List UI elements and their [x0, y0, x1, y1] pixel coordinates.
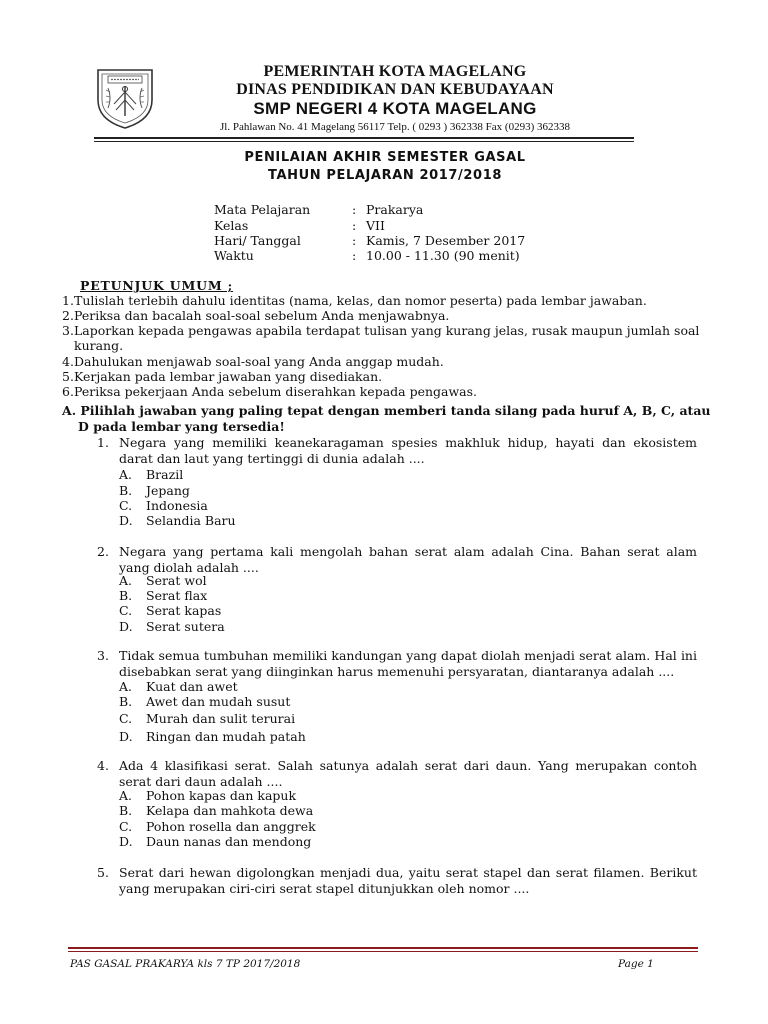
- instruction-text: Tulislah terlebih dahulu identitas (nama, kelas, dan nomor peserta) pada lembar jawaban.: [74, 293, 647, 308]
- info-colon: :: [352, 233, 357, 248]
- info-label: Mata Pelajaran: [214, 202, 311, 217]
- option-letter: D.: [119, 834, 133, 849]
- header-department: DINAS PENDIDIKAN DAN KEBUDAYAAN: [236, 81, 554, 98]
- header-government: PEMERINTAH KOTA MAGELANG: [263, 63, 527, 80]
- info-value: 10.00 - 11.30 (90 menit): [366, 248, 520, 263]
- header-divider: [94, 137, 634, 139]
- footer-divider: [68, 947, 698, 949]
- question-number: 5.: [97, 865, 109, 880]
- instruction-text: kurang.: [74, 338, 124, 353]
- option-letter: B.: [119, 694, 133, 709]
- instruction-text: Dahulukan menjawab soal-soal yang Anda anggap mudah.: [74, 354, 444, 369]
- option-text: Ringan dan mudah patah: [146, 729, 306, 744]
- question-text: Negara yang pertama kali mengolah bahan serat alam adalah Cina. Bahan serat alam yang diolah adalah ....: [119, 544, 697, 575]
- option-text: Kelapa dan mahkota dewa: [146, 803, 314, 818]
- option-text: Pohon kapas dan kapuk: [146, 788, 297, 803]
- option-text: Kuat dan awet: [146, 679, 238, 694]
- info-colon: :: [352, 218, 357, 233]
- exam-title: PENILAIAN AKHIR SEMESTER GASAL: [244, 150, 526, 165]
- instruction-number: 6.: [62, 384, 74, 399]
- option-text: Murah dan sulit terurai: [146, 711, 296, 726]
- question-number: 2.: [97, 544, 109, 559]
- section-a-instruction-cont: D pada lembar yang tersedia!: [78, 419, 285, 434]
- question-number: 4.: [97, 758, 109, 773]
- option-letter: D.: [119, 619, 133, 634]
- question-text: Serat dari hewan digolongkan menjadi dua, yaitu serat stapel dan serat filamen. Berikut yang merupakan ciri-ciri serat stapel ditunjukkan oleh nomor ....: [119, 865, 697, 896]
- info-value: Kamis, 7 Desember 2017: [366, 233, 526, 248]
- question-number: 1.: [97, 435, 109, 450]
- info-value: Prakarya: [366, 202, 424, 217]
- option-letter: A.: [119, 788, 133, 803]
- option-text: Indonesia: [146, 498, 208, 513]
- option-text: Brazil: [146, 467, 184, 482]
- instruction-text: Laporkan kepada pengawas apabila terdapat tulisan yang kurang jelas, rusak maupun jumlah soal: [74, 323, 700, 338]
- footer-doc-label: PAS GASAL PRAKARYA kls 7 TP 2017/2018: [70, 958, 301, 970]
- instruction-number: 2.: [62, 308, 74, 323]
- instruction-text: Kerjakan pada lembar jawaban yang disediakan.: [74, 369, 383, 384]
- header-school-name: SMP NEGERI 4 KOTA MAGELANG: [253, 99, 537, 118]
- question-number: 3.: [97, 648, 109, 663]
- header-divider-thin: [94, 141, 634, 142]
- info-colon: :: [352, 248, 357, 263]
- option-letter: B.: [119, 483, 133, 498]
- option-letter: B.: [119, 588, 133, 603]
- instructions-heading: PETUNJUK UMUM ;: [80, 278, 234, 293]
- option-text: Pohon rosella dan anggrek: [146, 819, 316, 834]
- info-colon: :: [352, 202, 357, 217]
- option-letter: C.: [119, 603, 133, 618]
- header-address: Jl. Pahlawan No. 41 Magelang 56117 Telp. ( 0293 ) 362338 Fax (0293) 362338: [220, 121, 570, 133]
- magelang-emblem-icon: [94, 64, 156, 130]
- instruction-number: 1.: [62, 293, 74, 308]
- option-letter: D.: [119, 513, 133, 528]
- info-label: Hari/ Tanggal: [214, 233, 301, 248]
- option-text: Serat kapas: [146, 603, 222, 618]
- option-letter: C.: [119, 498, 133, 513]
- option-text: Daun nanas dan mendong: [146, 834, 312, 849]
- info-label: Kelas: [214, 218, 249, 233]
- option-text: Awet dan mudah susut: [146, 694, 291, 709]
- option-letter: A.: [119, 679, 133, 694]
- instruction-number: 4.: [62, 354, 74, 369]
- option-text: Serat sutera: [146, 619, 225, 634]
- option-text: Selandia Baru: [146, 513, 236, 528]
- question-text: Tidak semua tumbuhan memiliki kandungan yang dapat diolah menjadi serat alam. Hal ini disebabkan serat yang diinginkan harus memenuhi persyaratan, diantaranya adalah ....: [119, 648, 697, 679]
- info-value: VII: [366, 218, 385, 233]
- option-letter: B.: [119, 803, 133, 818]
- footer-divider-thin: [68, 951, 698, 952]
- section-a-instruction: A. Pilihlah jawaban yang paling tepat dengan memberi tanda silang pada huruf A, B, C, atau: [62, 403, 711, 418]
- option-text: Jepang: [146, 483, 190, 498]
- option-letter: C.: [119, 711, 133, 726]
- exam-year: TAHUN PELAJARAN 2017/2018: [267, 168, 502, 183]
- instruction-text: Periksa dan bacalah soal-soal sebelum Anda menjawabnya.: [74, 308, 450, 323]
- option-text: Serat flax: [146, 588, 208, 603]
- info-label: Waktu: [214, 248, 254, 263]
- option-letter: A.: [119, 573, 133, 588]
- option-letter: A.: [119, 467, 133, 482]
- instruction-number: 3.: [62, 323, 74, 338]
- footer-page-number: Page 1: [618, 958, 654, 970]
- option-letter: D.: [119, 729, 133, 744]
- instruction-text: Periksa pekerjaan Anda sebelum diserahkan kepada pengawas.: [74, 384, 478, 399]
- instruction-number: 5.: [62, 369, 74, 384]
- option-text: Serat wol: [146, 573, 207, 588]
- option-letter: C.: [119, 819, 133, 834]
- question-text: Negara yang memiliki keanekaragaman spesies makhluk hidup, hayati dan ekosistem darat dan laut yang tertinggi di dunia adalah ....: [119, 435, 697, 466]
- question-text: Ada 4 klasifikasi serat. Salah satunya adalah serat dari daun. Yang merupakan contoh serat dari daun adalah ....: [119, 758, 697, 789]
